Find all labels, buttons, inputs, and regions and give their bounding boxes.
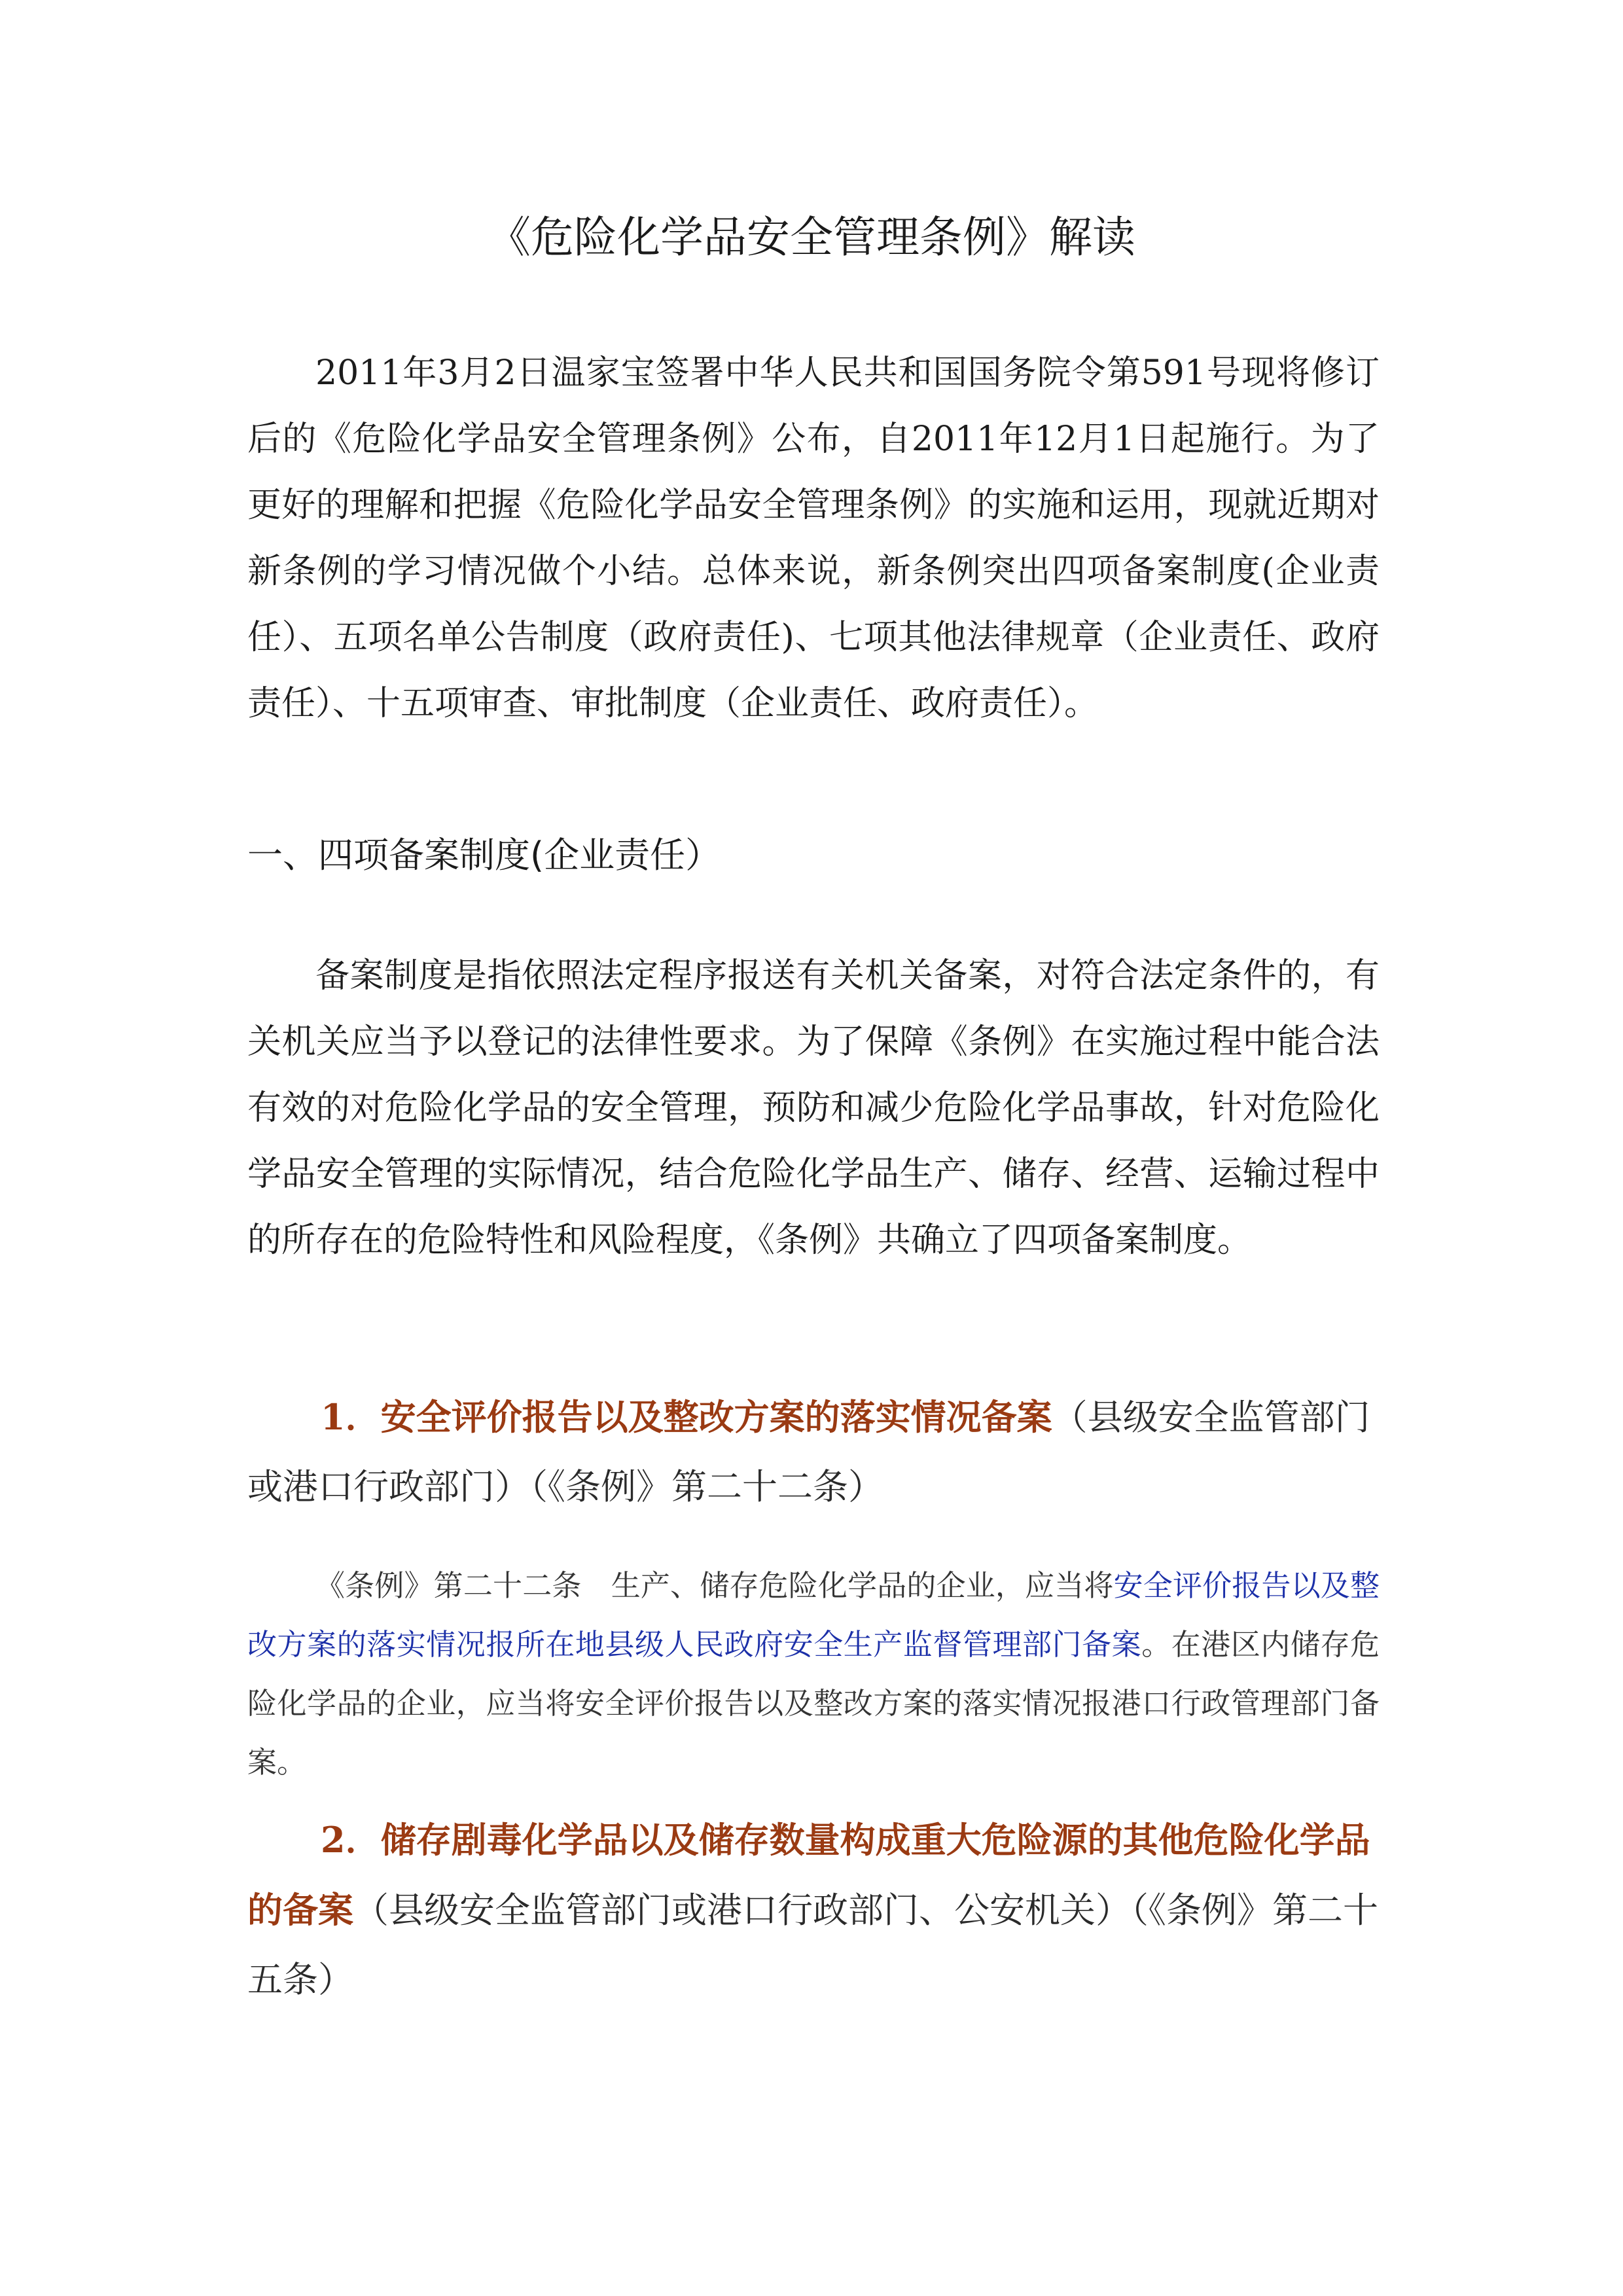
intro-paragraph: 2011年3月2日温家宝签署中华人民共和国国务院令第591号现将修订后的《危险化学品安全管理条例》公布，自2011年12月1日起施行。为了更好的理解和把握《危险化学品安全管理条例》的实施和运用，现就近期对新条例的学习情况做个小结。总体来说，新条例突出四项备案制度(企业责任）、五项名单公告制度（政府责任)、七项其他法律规章（企业责任、政府责任）、十五项审查、审批制度（企业责任、政府责任）。: [247, 353, 1380, 723]
item-2-title: 2．储存剧毒化学品以及储存数量构成重大危险源的其他危险化学品的备案: [247, 1819, 1370, 1931]
quote-highlight: 安全评价报告以及整改方案的落实情况报所在地县级人民政府安全生产监督管理部门备案: [247, 1568, 1380, 1662]
section-heading: 一、四项备案制度(企业责任）: [247, 834, 721, 876]
item-2-authority: （县级安全监管部门或港口行政部门、公安机关）（《条例》第二十五条）: [247, 1890, 1378, 2000]
document-title: 《危险化学品安全管理条例》解读: [488, 212, 1135, 262]
item-2-heading: [247, 1805, 1380, 2015]
item-1-title: 1．安全评价报告以及整改方案的落实情况备案: [321, 1396, 1052, 1438]
item-1-heading: [247, 1382, 1380, 1522]
quote-prefix: 《条例》第二十二条 生产、储存危险化学品的企业，应当将: [315, 1568, 1114, 1603]
section-body-paragraph: 备案制度是指依照法定程序报送有关机关备案，对符合法定条件的，有关机关应当予以登记的法律性要求。为了保障《条例》在实施过程中能合法有效的对危险化学品的安全管理，预防和减少危险化学品事故，针对危险化学品安全管理的实际情况，结合危险化学品生产、储存、经营、运输过程中的所存在的危险特性和风险程度，《条例》共确立了四项备案制度。: [247, 956, 1380, 1260]
item-1-quote: [247, 1556, 1380, 1792]
item-1-authority: （县级安全监管部门或港口行政部门）（《条例》第二十二条）: [247, 1397, 1370, 1507]
quote-suffix: 。在港区内储存危险化学品的企业，应当将安全评价报告以及整改方案的落实情况报港口行政管理部门备案。: [247, 1627, 1380, 1780]
